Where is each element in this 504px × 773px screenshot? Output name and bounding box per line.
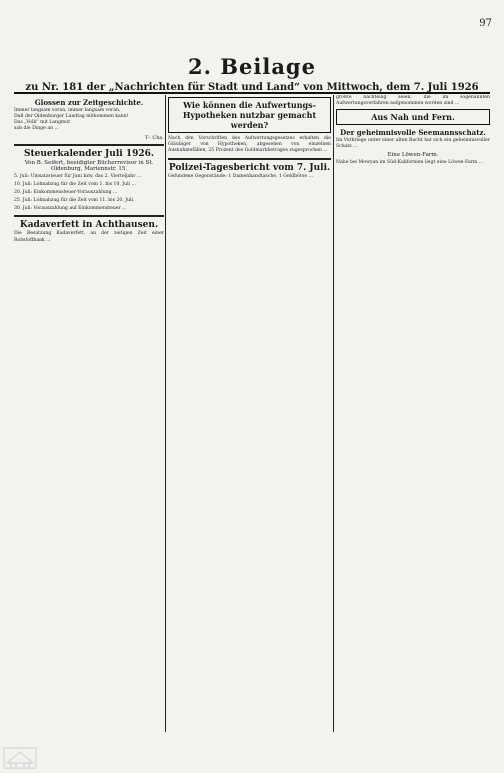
nah-fern-text: Im Vorkriege unter einer alten Bucht hat sich ein geheimnisvoller Schatz ... [336,138,490,150]
steuer-item: 5. Juli: Umsatzsteuer für Juni bzw. das 2. Vierteljahr ... [14,174,142,179]
separator [14,215,164,217]
nah-fern-subtitle-2: Eine Löwen-Farm. [387,152,439,159]
page-number: 97 [479,18,492,29]
glossen-verse: Immer langsam voran, immer langsam voran, Daß der Oldenburger Landtag mitkommen kann! Das „Volk“ mit Langmut sah die Dinge an ... [14,108,129,131]
nah-fern-text-2: Nahe bei Mowyan im Süd-Kalifornien liegt eine Löwen-Farm ... [336,160,484,166]
steuer-item: 30. Juli: Vorauszahlung auf Einkommensteuer ... [14,206,127,212]
steuer-subtitle: Von B. Seifert, beeidigter Bücherrevisor in St. Oldenburg, Mariennstr. 15. [24,160,154,172]
supplement-title: 2. Beilage [188,54,316,79]
steuer-item: 10. Juli: Lohnabzug für die Zeit vom 1. bis 10. Juli ... [14,182,136,188]
kadaver-text: Die Besatzung Kadaverfett, an der zeitigen Zeit einer Rohstoffbank ... [14,231,164,243]
steuer-item: 25. Juli: Lohnabzug für die Zeit vom 11. bis 20. Juli. [14,198,135,204]
column-divider [333,95,334,732]
glossen-signature: T– Cha. [144,135,164,141]
separator [168,158,331,160]
steuer-title: Steuerkalender Juli 1926. [24,149,154,159]
feature-continued-text: größte nachteilig seien, die im sogenannten Aufwertungsverfahren aufgenommen worden sind ... [336,95,490,107]
supplement-subtitle: zu Nr. 181 der „Nachrichten für Stadt und Land“ von Mittwoch, dem 7. Juli 1926 [25,82,479,93]
library-stamp-icon [3,747,37,769]
kadaver-title: Kadaverfett in Achthausen. [19,220,159,231]
polizei-text: Gefundene Gegenstände: 1 Damenhandtasche, 1 Geldbörse ... [168,174,313,180]
polizei-title: Polizei-Tagesbericht vom 7. Juli. [168,163,331,174]
column-divider [165,95,166,732]
supplement-header [0,54,504,93]
feature-headline: Wie können die Aufwertungs-Hypotheken nutzbar gemacht werden? [168,97,331,133]
column-1 [14,95,164,732]
column-3 [336,95,490,732]
feature-text: Nach den Vorschriften des Aufwertungsgesetzes erhalten die Gläubiger von Hypotheken, abgesehen von einzelnen Ausnahmefällen, 25 Prozent des Goldmarkbetrages zugesprochen ... [168,136,331,154]
nah-fern-title: Aus Nah und Fern. [336,109,490,125]
glossen-title: Glossen zur Zeitgeschichte. [34,98,144,107]
steuer-item: 20. Juli: Einkommensteuer-Vorauszahlung ... [14,190,118,196]
header-rule [14,92,490,94]
nah-fern-subtitle: Der geheimnisvolle Seemannsschatz. [340,128,486,138]
separator [14,144,164,146]
column-2 [168,95,331,732]
